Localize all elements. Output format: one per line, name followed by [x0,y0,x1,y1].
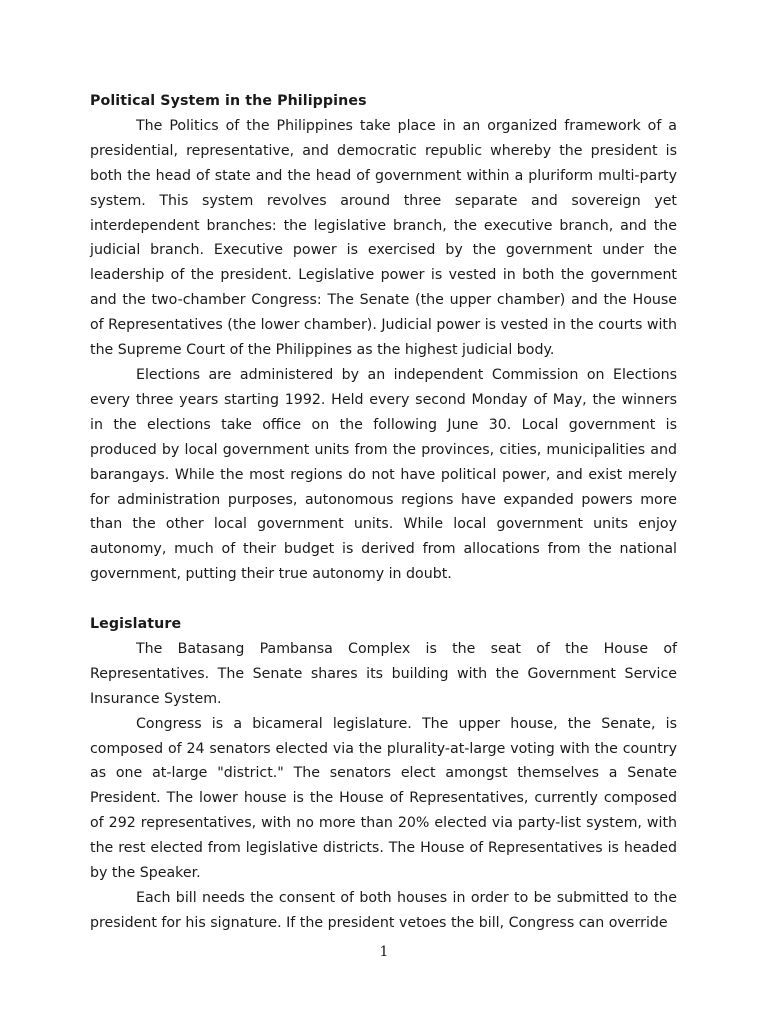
section-heading-legislature: Legislature [90,616,182,633]
paragraph-bill-consent: Each bill needs the consent of both houses in order to be submitted to the president for his signature. If the president vetoes the bill, Congress can override [90,889,677,931]
paragraph-elections: Elections are administered by an independent Commission on Elections every three years starting 1992. Held every second Monday of May, the winners in the elections take office on the following June 30. Local government is produced by local government units from the provinces, cities, municipalities and barangays. While the most regions do not have political power, and exist merely for administration purposes, autonomous regions have expanded powers more than the other local government units. While local government units enjoy autonomy, much of their budget is derived from allocations from the national government, putting their true autonomy in doubt. [90,366,677,583]
paragraph-politics-framework: The Politics of the Philippines take place in an organized framework of a presidential, representative, and democratic republic whereby the president is both the head of state and the head of government within a pluriform multi-party system. This system revolves around three separate and sovereign yet interdependent branches: the legislative branch, the executive branch, and the judicial branch. Executive power is exercised by the government under the leadership of the president. Legislative power is vested in both the government and the two-chamber Congress: The Senate (the upper chamber) and the House of Representatives (the lower chamber). Judicial power is vested in the courts with the Supreme Court of the Philippines as the highest judicial body. [90,117,677,359]
document-body [90,89,677,936]
section-heading-political-system: Political System in the Philippines [90,93,367,109]
paragraph-batasang-complex: The Batasang Pambansa Complex is the seat of the House of Representatives. The Senate shares its building with the Government Service Insurance System. [90,640,677,707]
section-spacer [90,587,677,612]
page-number: 1 [379,944,389,960]
paragraph-congress: Congress is a bicameral legislature. The upper house, the Senate, is composed of 24 senators elected via the plurality-at-large voting with the country as one at-large "district." The senators elect amongst themselves a Senate President. The lower house is the House of Representatives, currently composed of 292 representatives, with no more than 20% elected via party-list system, with the rest elected from legislative districts. The House of Representatives is headed by the Speaker. [90,715,677,882]
